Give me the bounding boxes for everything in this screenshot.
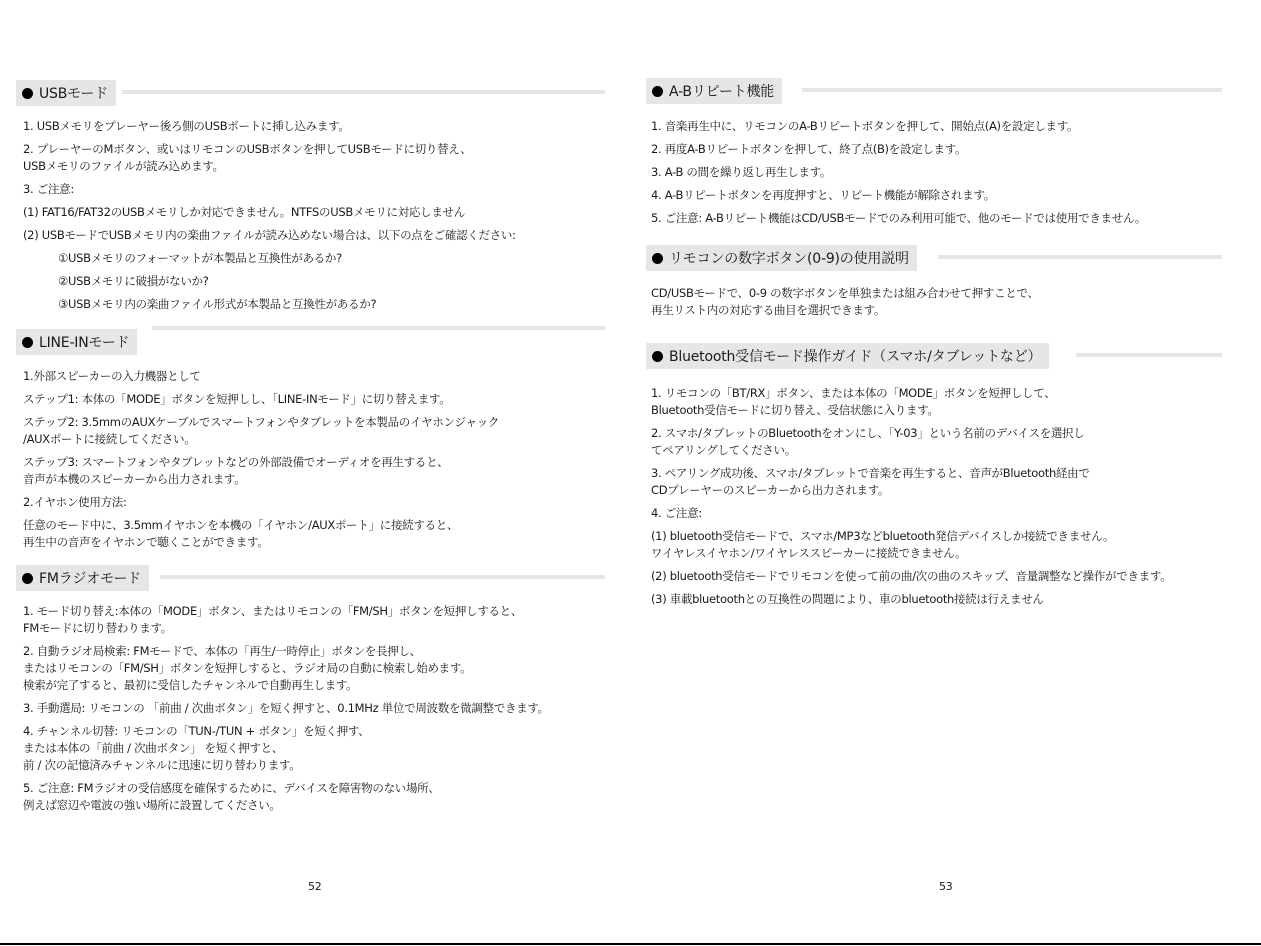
text-line: CDプレーヤーのスピーカーから出力されます。 bbox=[651, 483, 890, 497]
page-right bbox=[630, 0, 1261, 946]
text-line: 前 / 次の記憶済みチャンネルに迅速に切り替わります。 bbox=[23, 758, 301, 772]
section-title-badge bbox=[646, 245, 917, 271]
section-title-badge bbox=[16, 329, 137, 355]
bullet-icon bbox=[652, 253, 663, 264]
text-line: 検索が完了すると、最初に受信したチャンネルで自動再生します。 bbox=[23, 678, 358, 692]
text-line: 任意のモード中に、3.5mmイヤホンを本機の「イヤホン/AUXポート」に接続すると、 bbox=[23, 518, 459, 532]
section-title: A-Bリピート機能 bbox=[669, 84, 775, 100]
text-line: (1) FAT16/FAT32のUSBメモリしか対応できません。NTFSのUSBメモリに対応しません bbox=[23, 205, 465, 219]
text-line: 1. 音楽再生中に、リモコンのA-Bリピートボタンを押して、開始点(A)を設定します。 bbox=[651, 119, 1079, 133]
text-line: 2. 再度A-Bリピートボタンを押して、終了点(B)を設定します。 bbox=[651, 142, 967, 156]
section-ab-repeat bbox=[646, 78, 1147, 227]
text-line: 5. ご注意: FMラジオの受信感度を確保するために、デバイスを障害物のない場所、 bbox=[23, 781, 440, 795]
text-line: 再生リスト内の対応する曲目を選択できます。 bbox=[651, 303, 886, 317]
section-remote-numeric bbox=[646, 245, 1039, 319]
text-line: 2. スマホ/タブレットのBluetoothをオンにし、「Y-03」という名前のデバイスを選択し bbox=[651, 426, 1085, 440]
section-rule bbox=[802, 88, 1222, 92]
text-line: CD/USBモードで、0-9 の数字ボタンを単独または組み合わせて押すことで、 bbox=[651, 286, 1039, 300]
section-header bbox=[16, 565, 542, 591]
text-line: 3. ペアリング成功後、スマホ/タブレットで音楽を再生すると、音声がBluetooth経由で bbox=[651, 466, 1090, 480]
section-title: Bluetooth受信モード操作ガイド（スマホ/タブレットなど） bbox=[669, 349, 1042, 365]
bullet-icon bbox=[652, 86, 663, 97]
text-line: (3) 車載bluetoothとの互換性の問題により、車のbluetooth接続は行えません bbox=[651, 592, 1044, 606]
text-line: 5. ご注意: A-Bリピート機能はCD/USBモードでのみ利用可能で、他のモードでは使用できません。 bbox=[651, 211, 1147, 225]
bullet-icon bbox=[652, 351, 663, 362]
text-line: 1.外部スピーカーの入力機器として bbox=[23, 369, 201, 383]
text-line: 1. モード切り替え:本体の「MODE」ボタン、またはリモコンの「FM/SH」ボタンを短押しすると、 bbox=[23, 604, 523, 618]
section-body bbox=[651, 385, 1171, 608]
text-line: または本体の「前曲 / 次曲ボタン」 を短く押すと、 bbox=[23, 741, 284, 755]
text-line: (2) bluetooth受信モードでリモコンを使って前の曲/次の曲のスキップ、音量調整など操作ができます。 bbox=[651, 569, 1172, 583]
text-line: (2) USBモードでUSBメモリ内の楽曲ファイルが読み込めない場合は、以下の点をご確認ください: bbox=[23, 228, 516, 242]
text-line: またはリモコンの「FM/SH」ボタンを短押しすると、ラジオ局の自動に検索し始めます。 bbox=[23, 661, 472, 675]
text-line: 3. A-B の間を繰り返し再生します。 bbox=[651, 165, 832, 179]
text-line: 再生中の音声をイヤホンで聴くことができます。 bbox=[23, 535, 269, 549]
text-line: ステップ1: 本体の「MODE」ボタンを短押しし、「LINE-INモード」に切り替えます。 bbox=[23, 392, 451, 406]
text-line: 2.イヤホン使用方法: bbox=[23, 495, 127, 509]
text-line: ②USBメモリに破損がないか? bbox=[58, 274, 209, 288]
section-body bbox=[651, 285, 1039, 319]
text-line: Bluetooth受信モードに切り替え、受信状態に入ります。 bbox=[651, 403, 939, 417]
text-line: /AUXポートに接続してください。 bbox=[23, 432, 196, 446]
section-header bbox=[646, 78, 1141, 104]
text-line: てペアリングしてください。 bbox=[651, 443, 796, 457]
section-title-badge bbox=[16, 80, 116, 106]
page-number: 52 bbox=[308, 880, 322, 893]
section-body bbox=[651, 118, 1146, 227]
section-usb bbox=[16, 80, 516, 313]
text-line: FMモードに切り替わります。 bbox=[23, 621, 172, 635]
section-title: USBモード bbox=[39, 86, 108, 102]
bullet-icon bbox=[22, 337, 33, 348]
section-title: リモコンの数字ボタン(0-9)の使用説明 bbox=[669, 251, 909, 267]
section-rule bbox=[152, 326, 605, 330]
section-rule bbox=[122, 90, 605, 94]
text-line: 例えば窓辺や電波の強い場所に設置してください。 bbox=[23, 798, 281, 812]
section-bluetooth bbox=[646, 343, 1172, 608]
text-line: 1. USBメモリをプレーヤー後ろ側のUSBポートに挿し込みます。 bbox=[23, 119, 350, 133]
section-title: LINE-INモード bbox=[39, 335, 130, 351]
section-rule bbox=[938, 255, 1222, 259]
text-line: 3. 手動選局: リモコンの 「前曲 / 次曲ボタン」を短く押すと、0.1MHz 単位で周波数を微調整できます。 bbox=[23, 701, 549, 715]
text-line: ③USBメモリ内の楽曲ファイル形式が本製品と互換性があるか? bbox=[58, 297, 377, 311]
bullet-icon bbox=[22, 88, 33, 99]
section-body bbox=[23, 603, 549, 814]
text-line: 4. ご注意: bbox=[651, 506, 702, 520]
text-line: (1) bluetooth受信モードで、スマホ/MP3などbluetooth発信デバイスしか接続できません。 bbox=[651, 529, 1115, 543]
text-line: 4. A-Bリピートボタンを再度押すと、リピート機能が解除されます。 bbox=[651, 188, 995, 202]
section-title-badge bbox=[646, 78, 782, 104]
bullet-icon bbox=[22, 573, 33, 584]
page-left bbox=[0, 0, 630, 946]
section-header bbox=[646, 245, 1034, 271]
text-line: 2. 自動ラジオ局検索: FMモードで、本体の「再生/一時停止」ボタンを長押し、 bbox=[23, 644, 421, 658]
section-header bbox=[16, 329, 492, 355]
section-header bbox=[16, 80, 509, 106]
text-line: ステップ2: 3.5mmのAUXケーブルでスマートフォンやタブレットを本製品のイヤホンジャック bbox=[23, 415, 500, 429]
section-rule bbox=[160, 575, 605, 579]
text-line: ワイヤレスイヤホン/ワイヤレススピーカーに接続できません。 bbox=[651, 546, 967, 560]
section-line-in bbox=[16, 329, 500, 551]
section-title-badge bbox=[16, 565, 149, 591]
section-body bbox=[23, 118, 516, 313]
text-line: 4. チャンネル切替: リモコンの「TUN-/TUN + ボタン」を短く押す、 bbox=[23, 724, 370, 738]
section-title: FMラジオモード bbox=[39, 571, 141, 587]
text-line: ステップ3: スマートフォンやタブレットなどの外部設備でオーディオを再生すると、 bbox=[23, 455, 449, 469]
section-fm-radio bbox=[16, 565, 549, 814]
text-line: 音声が本機のスピーカーから出力されます。 bbox=[23, 472, 246, 486]
text-line: 1. リモコンの「BT/RX」ボタン、または本体の「MODE」ボタンを短押しして、 bbox=[651, 386, 1056, 400]
section-rule bbox=[1076, 353, 1222, 357]
section-header bbox=[646, 343, 1166, 369]
text-line: 2. プレーヤーのMボタン、或いはリモコンのUSBボタンを押してUSBモードに切り替え、 bbox=[23, 142, 472, 156]
page-number: 53 bbox=[939, 880, 953, 893]
text-line: USBメモリのファイルが読み込めます。 bbox=[23, 159, 224, 173]
text-line: ①USBメモリのフォーマットが本製品と互換性があるか? bbox=[58, 251, 342, 265]
section-title-badge bbox=[646, 343, 1049, 369]
text-line: 3. ご注意: bbox=[23, 182, 74, 196]
footer-rule bbox=[0, 943, 1261, 945]
section-body bbox=[23, 368, 499, 551]
